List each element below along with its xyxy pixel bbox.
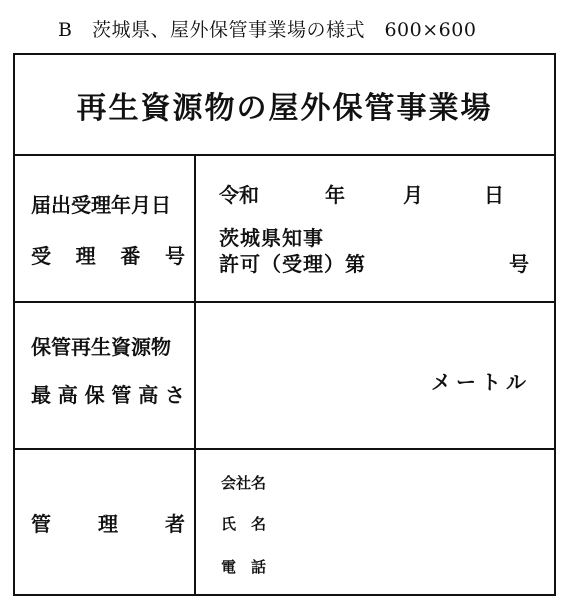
sign-caption: B 茨城県、屋外保管事業場の様式 600×600 [58, 19, 477, 41]
manager-label: 管 理 者 [31, 512, 185, 536]
manager-row [15, 450, 554, 594]
sign-title: 再生資源物の屋外保管事業場 [76, 90, 493, 126]
max-height-label: 最 高 保 管 高 さ [31, 383, 185, 407]
title-row [15, 55, 554, 156]
recycled-material-label: 保管再生資源物 [31, 335, 171, 359]
month-text: 月 [403, 183, 423, 207]
signboard [13, 53, 556, 596]
receipt-row [15, 156, 554, 303]
governor-text: 茨城県知事 [219, 226, 324, 250]
year-text: 年 [325, 183, 345, 207]
manager-label-cell [15, 450, 196, 594]
era-text: 令和 [219, 183, 259, 207]
meter-unit: メートル [431, 370, 531, 394]
company-label: 会社名 [221, 474, 267, 492]
name-label: 氏 名 [221, 515, 267, 533]
receipt-label-cell [15, 156, 196, 301]
receipt-number-label: 受 理 番 号 [31, 244, 185, 268]
height-row [15, 303, 554, 450]
receipt-date-label: 届出受理年月日 [31, 193, 171, 217]
height-label-cell [15, 303, 196, 448]
day-text: 日 [484, 183, 504, 207]
permit-text: 許可（受理）第 [219, 252, 366, 276]
phone-label: 電 話 [221, 558, 267, 576]
permit-number-suffix: 号 [509, 252, 529, 276]
